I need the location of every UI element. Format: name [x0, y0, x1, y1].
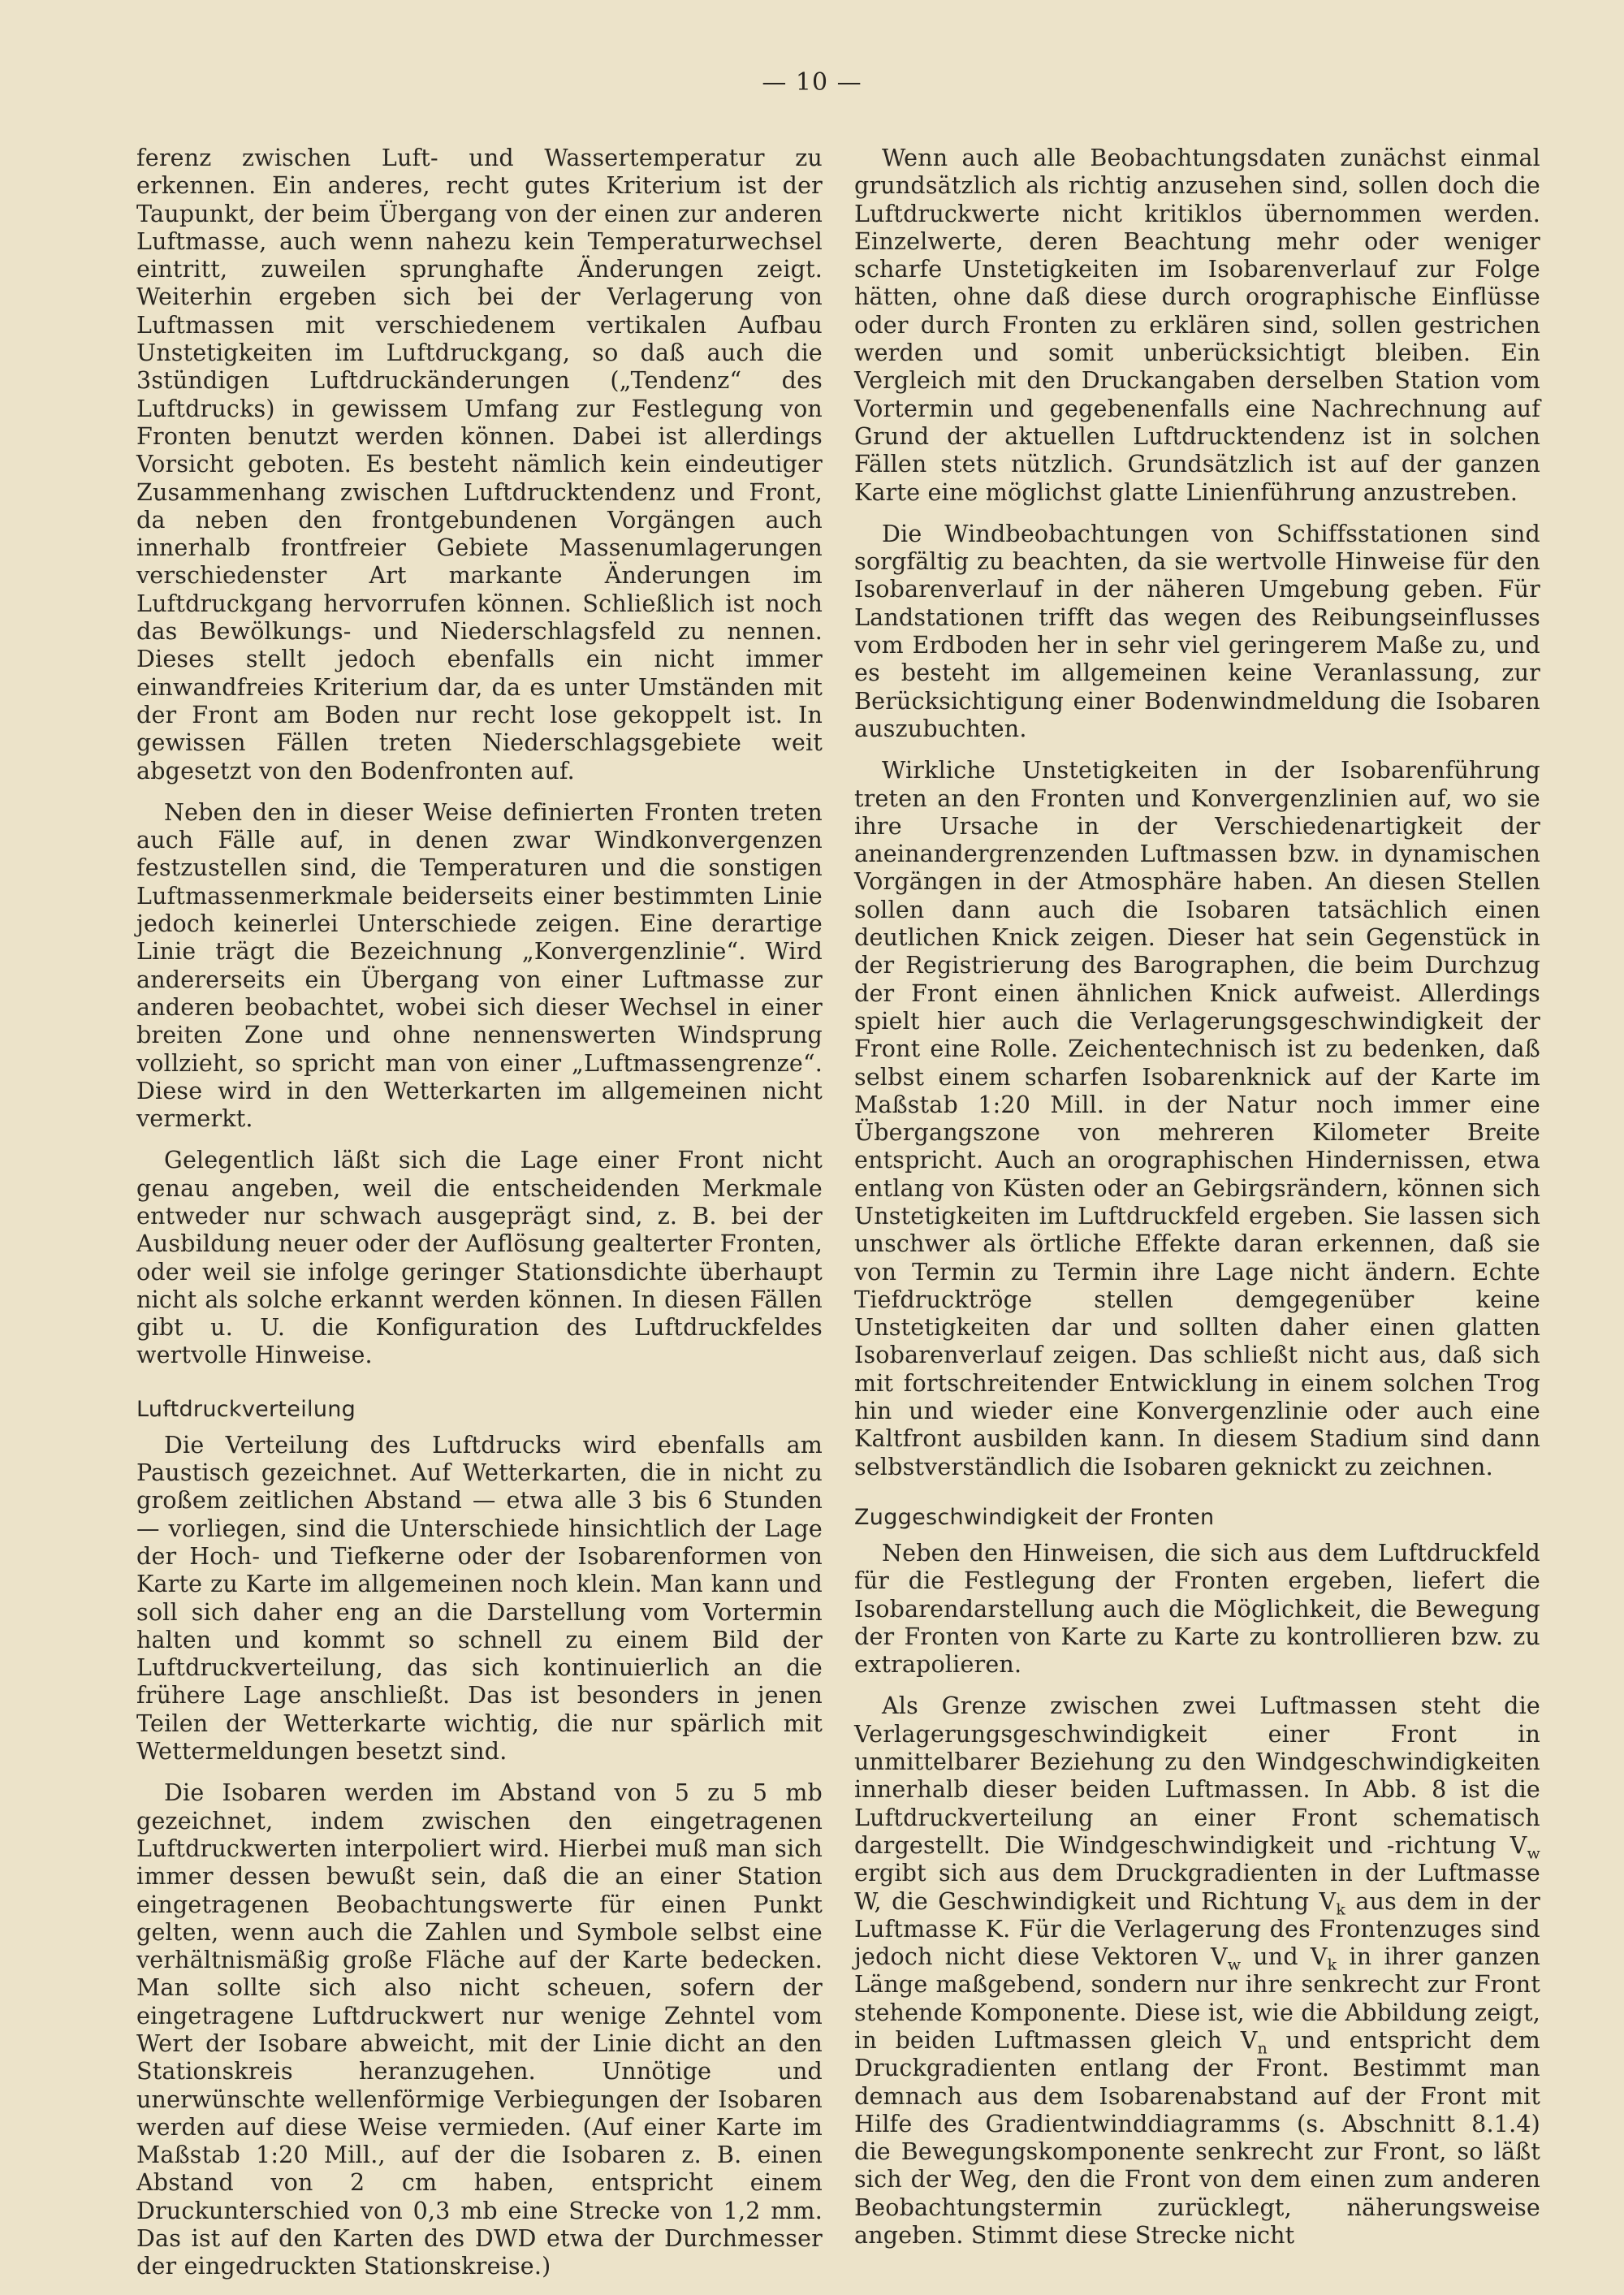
left-column	[136, 145, 823, 2295]
paragraph: Die Isobaren werden im Abstand von 5 zu 5 mb gezeichnet, indem zwischen den eingetragenen Luftdruckwerten interpoliert wird. Hierbei muß man sich immer dessen bewußt sein, daß die an einer Station eingetragenen Beobachtungswerte für einen Punkt gelten, wenn auch die Zahlen und Symbole selbst eine verhältnismäßig große Fläche auf der Karte bedecken. Man sollte sich also nicht scheuen, sofern der eingetragene Luftdruckwert nur wenige Zehntel vom Wert der Isobare abweicht, mit der Linie dicht an den Stationskreis heranzugehen. Unnötige und unerwünschte wellenförmige Verbiegungen der Isobaren werden auf diese Weise vermieden. (Auf einer Karte im Maßstab 1:20 Mill., auf der die Isobaren z. B. einen Abstand von 2 cm haben, entspricht einem Druckunterschied von 0,3 mb eine Strecke von 1,2 mm. Das ist auf den Karten des DWD etwa der Durchmesser der eingedruckten Stationskreise.)	[136, 1779, 823, 2280]
paragraph: Gelegentlich läßt sich die Lage einer Front nicht genau angeben, weil die entscheidenden Merkmale entweder nur schwach ausgeprägt sind, z. B. bei der Ausbildung neuer oder der Auflösung gealterter Fronten, oder weil sie infolge geringer Stationsdichte überhaupt nicht als solche erkannt werden können. In diesen Fällen gibt u. U. die Konfiguration des Luftdruckfeldes wertvolle Hinweise.	[136, 1147, 823, 1369]
text-segment: Als Grenze zwischen zwei Luftmassen steht die Verlagerungsgeschwindigkeit einer Front in unmittelbarer Beziehung zu den Windgeschwindigkeiten innerhalb dieser beiden Luftmassen. In Abb. 8 ist die Luftdruckverteilung an einer Front schematisch dargestellt. Die Windgeschwindigkeit und -richtung V	[854, 1692, 1540, 1859]
paragraph: Wenn auch alle Beobachtungsdaten zunächst einmal grundsätzlich als richtig anzusehen sind, sollen doch die Luftdruckwerte nicht kritiklos übernommen werden. Einzelwerte, deren Beachtung mehr oder weniger scharfe Unstetigkeiten im Isobarenverlauf zur Folge hätten, ohne daß diese durch orographische Einflüsse oder durch Fronten zu erklären sind, sollen gestrichen werden und somit unberücksichtigt bleiben. Ein Vergleich mit den Druckangaben derselben Station vom Vortermin und gegebenenfalls eine Nachrechnung auf Grund der aktuellen Luftdrucktendenz ist in solchen Fällen stets nützlich. Grundsätzlich ist auf der ganzen Karte eine möglichst glatte Linienführung anzustreben.	[854, 145, 1540, 506]
paragraph	[854, 1692, 1540, 2250]
paragraph: ferenz zwischen Luft- und Wassertemperatur zu erkennen. Ein anderes, recht gutes Kriterium ist der Taupunkt, der beim Übergang von der einen zur anderen Luftmasse, auch wenn nahezu kein Temperaturwechsel eintritt, zuweilen sprunghafte Änderungen zeigt. Weiterhin ergeben sich bei der Verlagerung von Luftmassen mit verschiedenem vertikalen Aufbau Unstetigkeiten im Luftdruckgang, so daß auch die 3stündigen Luftdruckänderungen („Tendenz“ des Luftdrucks) in gewissem Umfang zur Festlegung von Fronten benutzt werden können. Dabei ist allerdings Vorsicht geboten. Es besteht nämlich kein eindeutiger Zusammenhang zwischen Luftdrucktendenz und Front, da neben den frontgebundenen Vorgängen auch innerhalb frontfreier Gebiete Massenumlagerungen verschiedenster Art markante Änderungen im Luftdruckgang hervorrufen können. Schließlich ist noch das Bewölkungs- und Niederschlagsfeld zu nennen. Dieses stellt jedoch ebenfalls ein nicht immer einwandfreies Kriterium dar, da es unter Umständen mit der Front am Boden nur recht lose gekoppelt ist. In gewissen Fällen treten Niederschlagsgebiete weit abgesetzt von den Bodenfronten auf.	[136, 145, 823, 784]
text-segment: und entspricht dem Druckgradienten entlang der Front. Bestimmt man demnach aus dem Isobarenabstand auf der Front mit Hilfe des Gradientwinddiagramms (s. Abschnitt 8.1.4) die Bewegungskomponente senkrecht zur Front, so läßt sich der Weg, den die Front von dem einen zum anderen Beobachtungstermin zurücklegt, näherungsweise angeben. Stimmt diese Strecke nicht	[854, 2027, 1540, 2250]
subscript: k	[1336, 1900, 1346, 1919]
subscript: k	[1327, 1956, 1337, 1974]
subscript: w	[1227, 1956, 1242, 1974]
text-segment: und V	[1241, 1943, 1328, 1971]
subscript: w	[1527, 1844, 1540, 1863]
right-column	[854, 145, 1540, 2263]
text-segment: in ihrer ganzen Länge maßgebend, sondern nur ihre senkrecht zur Front stehende Komponente. Diese ist, wie die Abbildung zeigt, in beiden Luftmassen gleich V	[854, 1943, 1541, 2054]
paragraph: Neben den in dieser Weise definierten Fronten treten auch Fälle auf, in denen zwar Windkonvergenzen festzustellen sind, die Temperaturen und die sonstigen Luftmassenmerkmale beiderseits einer bestimmten Linie jedoch keinerlei Unterschiede zeigen. Eine derartige Linie trägt die Bezeichnung „Konvergenzlinie“. Wird andererseits ein Übergang von einer Luftmasse zur anderen beobachtet, wobei sich dieser Wechsel in einer breiten Zone und ohne nennenswerten Windsprung vollzieht, so spricht man von einer „Luftmassengrenze“. Diese wird in den Wetterkarten im allgemeinen nicht vermerkt.	[136, 798, 823, 1133]
section-heading: Luftdruckverteilung	[136, 1396, 356, 1422]
paragraph: Die Verteilung des Luftdrucks wird ebenfalls am Paustisch gezeichnet. Auf Wetterkarten, die in nicht zu großem zeitlichen Abstand — etwa alle 3 bis 6 Stunden — vorliegen, sind die Unterschiede hinsichtlich der Lage der Hoch- und Tiefkerne oder der Isobarenformen von Karte zu Karte im allgemeinen noch klein. Man kann und soll sich daher eng an die Darstellung vom Vortermin halten und kommt so schnell zu einem Bild der Luftdruckverteilung, das sich kontinuierlich an die frühere Lage anschließt. Das ist besonders in jenen Teilen der Wetterkarte wichtig, die nur spärlich mit Wettermeldungen besetzt sind.	[136, 1431, 823, 1766]
text-segment: aus dem in der Luftmasse K. Für die Verlagerung des Frontenzuges sind jedoch nicht diese Vektoren V	[854, 1887, 1540, 1971]
text-segment: ergibt sich aus dem Druckgradienten in der Luftmasse W, die Geschwindigkeit und Richtung V	[854, 1860, 1540, 1915]
subscript: n	[1257, 2039, 1268, 2058]
page-number: — 10 —	[762, 68, 862, 97]
paragraph: Wirkliche Unstetigkeiten in der Isobarenführung treten an den Fronten und Konvergenzlinien auf, wo sie ihre Ursache in der Verschiedenartigkeit der aneinandergrenzenden Luftmassen bzw. in dynamischen Vorgängen in der Atmosphäre haben. An diesen Stellen sollen dann auch die Isobaren tatsächlich einen deutlichen Knick zeigen. Dieser hat sein Gegenstück in der Registrierung des Barographen, die beim Durchzug der Front einen ähnlichen Knick aufweist. Allerdings spielt hier auch die Verlagerungsgeschwindigkeit der Front eine Rolle. Zeichentechnisch ist zu bedenken, daß selbst einem scharfen Isobarenknick auf der Karte im Maßstab 1:20 Mill. in der Natur noch immer eine Übergangszone von mehreren Kilometer Breite entspricht. Auch an orographischen Hindernissen, etwa entlang von Küsten oder an Gebirgsrändern, können sich Unstetigkeiten im Luftdruckfeld ergeben. Sie lassen sich unschwer als örtliche Effekte daran erkennen, daß sie von Termin zu Termin ihre Lage nicht ändern. Echte Tiefdrucktröge stellen demgegenüber keine Unstetigkeiten dar und sollten daher einen glatten Isobarenverlauf zeigen. Das schließt nicht aus, daß sich mit fortschreitender Entwicklung in einem solchen Trog hin und wieder eine Konvergenzlinie oder auch eine Kaltfront ausbilden kann. In diesem Stadium sind dann selbstverständlich die Isobaren geknickt zu zeichnen.	[854, 757, 1540, 1480]
paragraph: Die Windbeobachtungen von Schiffsstationen sind sorgfältig zu beachten, da sie wertvolle Hinweise für den Isobarenverlauf in der näheren Umgebung geben. Für Landstationen trifft das wegen des Reibungseinflusses vom Erdboden her in sehr viel geringerem Maße zu, und es besteht im allgemeinen keine Veranlassung, zur Berücksichtigung einer Bodenwindmeldung die Isobaren auszubuchten.	[854, 520, 1540, 742]
section-heading: Zuggeschwindigkeit der Fronten	[854, 1504, 1215, 1530]
paragraph: Neben den Hinweisen, die sich aus dem Luftdruckfeld für die Festlegung der Fronten ergeben, liefert die Isobarendarstellung auch die Möglichkeit, die Bewegung der Fronten von Karte zu Karte zu kontrollieren bzw. zu extrapolieren.	[854, 1539, 1540, 1679]
